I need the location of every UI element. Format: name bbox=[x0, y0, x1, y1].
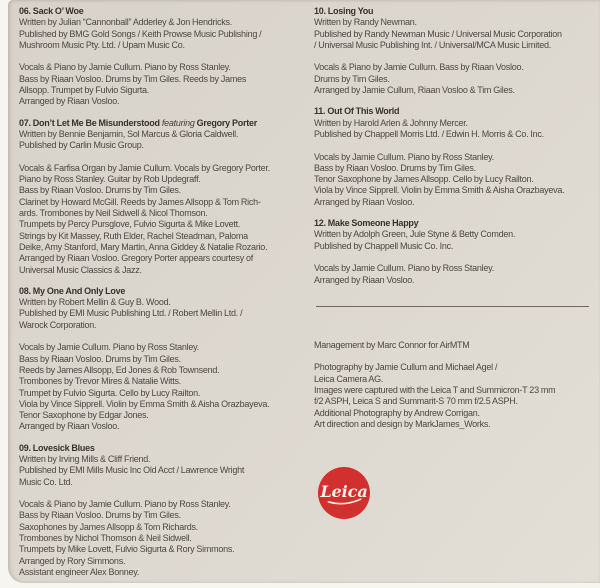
text-line: Saxophones by James Allsopp & Tom Richards. bbox=[19, 522, 301, 533]
text-line: Published by Chappell Music Co. Inc. bbox=[314, 241, 596, 252]
track-entry bbox=[19, 286, 301, 433]
writing-publishing-credits bbox=[19, 297, 301, 331]
text-line: Vocals & Piano by Jamie Cullum. Piano by Ross Stanley. bbox=[19, 62, 301, 73]
writing-publishing-credits bbox=[19, 17, 301, 51]
writing-publishing-credits bbox=[19, 129, 301, 152]
leica-logo bbox=[318, 467, 370, 519]
track-title bbox=[314, 218, 596, 229]
text-line: ards. Trombones by Neil Sidwell & Nicol Thomson. bbox=[19, 208, 301, 219]
text-line: Written by Bennie Benjamin, Sol Marcus & Gloria Caldwell. bbox=[19, 129, 301, 140]
featuring-artist: Gregory Porter bbox=[197, 118, 257, 128]
text-line: Written by Irving Mills & Cliff Friend. bbox=[19, 454, 301, 465]
text-line: Written by Adolph Green, Jule Styne & Betty Comden. bbox=[314, 229, 596, 240]
text-line: Mushroom Music Pty. Ltd. / Upam Music Co. bbox=[19, 40, 301, 51]
credits-divider bbox=[316, 306, 589, 307]
photo-credit-line: Leica Camera AG. bbox=[314, 374, 596, 385]
track-number-title: 12. Make Someone Happy bbox=[314, 218, 418, 228]
text-line: Vocals & Piano by Jamie Cullum. Piano by Ross Stanley. bbox=[19, 499, 301, 510]
text-line: Vocals & Farfisa Organ by Jamie Cullum. Vocals by Gregory Porter. bbox=[19, 163, 301, 174]
track-entry bbox=[19, 443, 301, 579]
text-line: Tenor Saxophone by James Allsopp. Cello by Lucy Railton. bbox=[314, 174, 596, 185]
writing-publishing-credits bbox=[19, 454, 301, 488]
performance-credits bbox=[19, 342, 301, 432]
text-line: Vocals by Jamie Cullum. Piano by Ross Stanley. bbox=[314, 152, 596, 163]
photo-credit-line: Art direction and design by MarkJames_Works. bbox=[314, 419, 596, 430]
text-line: Viola by Vince Sipprell. Violin by Emma Smith & Aisha Orazbayeva. bbox=[314, 185, 596, 196]
left-column bbox=[19, 6, 301, 588]
text-line: Arranged by Jamie Cullum, Riaan Vosloo & Tim Giles. bbox=[314, 85, 596, 96]
text-line: Bass by Riaan Vosloo. Drums by Tim Giles. bbox=[19, 510, 301, 521]
track-entry bbox=[19, 6, 301, 108]
text-line: Reeds by James Allsopp, Ed Jones & Rob Townsend. bbox=[19, 365, 301, 376]
performance-credits bbox=[314, 263, 596, 286]
text-line: Trombones by Trevor Mires & Natalie Witts. bbox=[19, 376, 301, 387]
track-title bbox=[314, 106, 596, 117]
text-line: Arranged by Rory Simmons. bbox=[19, 556, 301, 567]
text-line: Bass by Riaan Vosloo. Drums by Tim Giles. Reeds by James bbox=[19, 74, 301, 85]
text-line: Music Co. Ltd. bbox=[19, 477, 301, 488]
text-line: Vocals by Jamie Cullum. Piano by Ross Stanley. bbox=[19, 342, 301, 353]
text-line: Vocals & Piano by Jamie Cullum. Bass by Riaan Vosloo. bbox=[314, 62, 596, 73]
text-line: Written by Randy Newman. bbox=[314, 17, 596, 28]
management-credit bbox=[314, 340, 596, 351]
track-number-title: 07. Don’t Let Me Be Misunderstood bbox=[19, 118, 160, 128]
track-entry bbox=[314, 106, 596, 208]
track-title bbox=[19, 443, 301, 454]
text-line: Drums by Tim Giles. bbox=[314, 74, 596, 85]
text-line: Arranged by Riaan Vosloo. bbox=[19, 96, 301, 107]
text-line: Bass by Riaan Vosloo. Drums by Tim Giles. bbox=[19, 354, 301, 365]
management-line: Management by Marc Connor for AirMTM bbox=[314, 340, 596, 351]
text-line: Assistant engineer Alex Bonney. bbox=[19, 567, 301, 578]
svg-text:Leica: Leica bbox=[319, 482, 367, 501]
track-entry bbox=[19, 118, 301, 276]
text-line: Strings by Kit Massey, Ruth Elder, Rachel Steadman, Paloma bbox=[19, 231, 301, 242]
text-line: Trombones by Nichol Thomson & Neil Sidwell. bbox=[19, 533, 301, 544]
photo-credit-line: Additional Photography by Andrew Corrigan. bbox=[314, 408, 596, 419]
text-line: Bass by Riaan Vosloo. Drums by Tim Giles. bbox=[314, 163, 596, 174]
text-line: Allsopp. Trumpet by Fulvio Sigurta. bbox=[19, 85, 301, 96]
track-number-title: 08. My One And Only Love bbox=[19, 286, 125, 296]
text-line: Written by Harold Arlen & Johnny Mercer. bbox=[314, 118, 596, 129]
text-line: Written by Julian “Cannonball” Adderley & Jon Hendricks. bbox=[19, 17, 301, 28]
text-line: Published by BMG Gold Songs / Keith Prowse Music Publishing / bbox=[19, 29, 301, 40]
text-line: Arranged by Riaan Vosloo. bbox=[314, 197, 596, 208]
track-entry bbox=[314, 218, 596, 286]
performance-credits bbox=[314, 62, 596, 96]
track-entry bbox=[314, 6, 596, 96]
track-number-title: 11. Out Of This World bbox=[314, 106, 399, 116]
photo-credit-line: Images were captured with the Leica T and Summicron-T 23 mm bbox=[314, 385, 596, 396]
track-number-title: 09. Lovesick Blues bbox=[19, 443, 95, 453]
text-line: Universal Music Classics & Jazz. bbox=[19, 265, 301, 276]
right-column-tracks bbox=[314, 6, 596, 286]
text-line: Arranged by Riaan Vosloo. bbox=[19, 421, 301, 432]
right-column bbox=[314, 6, 596, 519]
text-line: Written by Robert Mellin & Guy B. Wood. bbox=[19, 297, 301, 308]
photo-credit-line: f/2 ASPH, Leica S and Summarit-S 70 mm f/2.5 ASPH. bbox=[314, 396, 596, 407]
text-line: Published by Randy Newman Music / Universal Music Corporation bbox=[314, 29, 596, 40]
track-number-title: 10. Losing You bbox=[314, 6, 373, 16]
writing-publishing-credits bbox=[314, 118, 596, 141]
performance-credits bbox=[19, 499, 301, 578]
text-line: Warock Corporation. bbox=[19, 320, 301, 331]
text-line: Clarinet by Howard McGill. Reeds by James Allsopp & Tom Rich- bbox=[19, 197, 301, 208]
track-title bbox=[19, 286, 301, 297]
text-line: Trumpets by Percy Pursglove, Fulvio Sigurta & Mike Lovett. bbox=[19, 219, 301, 230]
text-line: Published by EMI Mills Music Inc Old Acct / Lawrence Wright bbox=[19, 465, 301, 476]
text-line: Bass by Riaan Vosloo. Drums by Tim Giles. bbox=[19, 185, 301, 196]
text-line: Vocals by Jamie Cullum. Piano by Ross Stanley. bbox=[314, 263, 596, 274]
track-title bbox=[314, 6, 596, 17]
text-line: Deike, Amy Stanford, Mary Martin, Anna Giddey & Natalie Rozario. bbox=[19, 242, 301, 253]
text-line: Trumpet by Fulvio Sigurta. Cello by Lucy Railton. bbox=[19, 388, 301, 399]
text-line: Arranged by Riaan Vosloo. Gregory Porter appears courtesy of bbox=[19, 253, 301, 264]
text-line: Arranged by Riaan Vosloo. bbox=[314, 275, 596, 286]
featuring-label: featuring bbox=[160, 118, 197, 128]
track-title bbox=[19, 118, 301, 129]
text-line: / Universal Music Publishing Int. / Universal/MCA Music Limited. bbox=[314, 40, 596, 51]
leica-logo-graphic bbox=[318, 467, 370, 519]
track-title bbox=[19, 6, 301, 17]
text-line: Published by Carlin Music Group. bbox=[19, 140, 301, 151]
booklet-page bbox=[8, 0, 600, 583]
text-line: Viola by Vince Sipprell. Violin by Emma Smith & Aisha Orazbayeva. bbox=[19, 399, 301, 410]
text-line: Tenor Saxophone by Edgar Jones. bbox=[19, 410, 301, 421]
performance-credits bbox=[19, 163, 301, 276]
writing-publishing-credits bbox=[314, 229, 596, 252]
writing-publishing-credits bbox=[314, 17, 596, 51]
photo-credit-line: Photography by Jamie Cullum and Michael Agel / bbox=[314, 362, 596, 373]
photography-credits bbox=[314, 362, 596, 430]
performance-credits bbox=[19, 62, 301, 107]
performance-credits bbox=[314, 152, 596, 208]
text-line: Published by EMI Music Publishing Ltd. / Robert Mellin Ltd. / bbox=[19, 308, 301, 319]
text-line: Published by Chappell Morris Ltd. / Edwin H. Morris & Co. Inc. bbox=[314, 129, 596, 140]
text-line: Trumpets by Mike Lovett, Fulvio Sigurta & Rory Simmons. bbox=[19, 544, 301, 555]
text-line: Piano by Ross Stanley. Guitar by Rob Updegraff. bbox=[19, 174, 301, 185]
track-number-title: 06. Sack O’ Woe bbox=[19, 6, 84, 16]
